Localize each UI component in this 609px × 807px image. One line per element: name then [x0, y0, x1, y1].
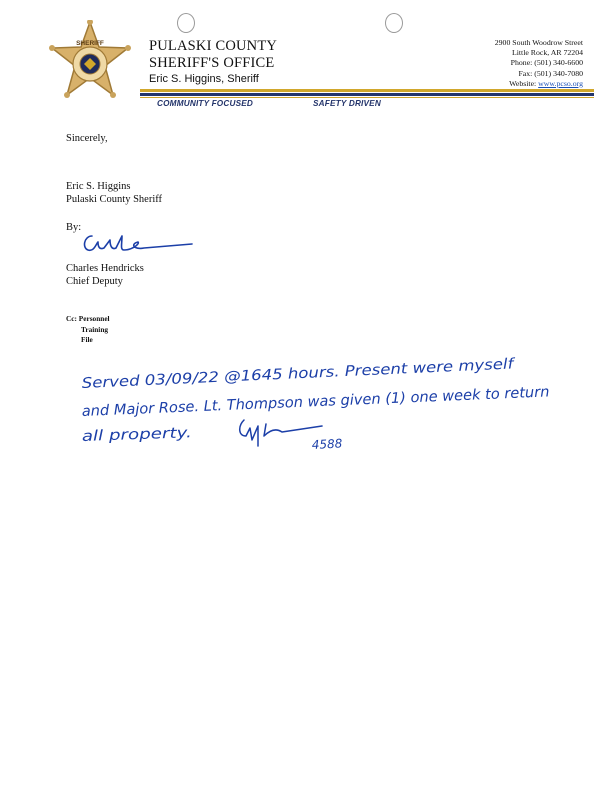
signer-title: Chief Deputy	[66, 276, 123, 287]
handwritten-line-3: all property.	[81, 425, 170, 445]
website-link[interactable]: www.pcso.org	[538, 78, 583, 88]
address-city: Little Rock, AR 72204	[511, 48, 583, 58]
badge-top-text: SHERIFF	[76, 40, 104, 47]
address-phone: Phone: (501) 340-6600	[510, 58, 583, 68]
handwritten-line-2: and Major Rose. Lt. Thompson was given (1) one week to return	[81, 384, 548, 420]
closing-name: Eric S. Higgins	[66, 181, 131, 192]
org-name-line1: PULASKI COUNTY	[149, 38, 278, 54]
tagline-left: COMMUNITY FOCUSED	[157, 99, 254, 108]
website-label: Website:	[509, 78, 537, 88]
handwritten-badge-number: 4588	[311, 436, 343, 452]
closing-sincerely: Sincerely,	[66, 133, 108, 144]
org-name-line2: SHERIFF'S OFFICE	[149, 55, 275, 71]
cc-label: Cc:	[66, 314, 77, 323]
cc-item-file: File	[81, 335, 93, 345]
cc-item-personnel: Personnel	[78, 314, 110, 323]
address-street: 2900 South Woodrow Street	[494, 38, 583, 47]
address-fax: Fax: (501) 340-7080	[518, 68, 583, 78]
signer-name: Charles Hendricks	[66, 263, 144, 274]
closing-title: Pulaski County Sheriff	[66, 194, 163, 205]
cc-item-training: Training	[81, 324, 109, 334]
sheriff-name: Eric S. Higgins, Sheriff	[149, 73, 259, 85]
tagline-right: SAFETY DRIVEN	[313, 99, 381, 108]
closing-by: By:	[66, 222, 82, 233]
handwritten-line-1: Served 03/09/22 @1645 hours. Present were myself	[81, 358, 462, 392]
handwritten-initials	[240, 420, 322, 446]
